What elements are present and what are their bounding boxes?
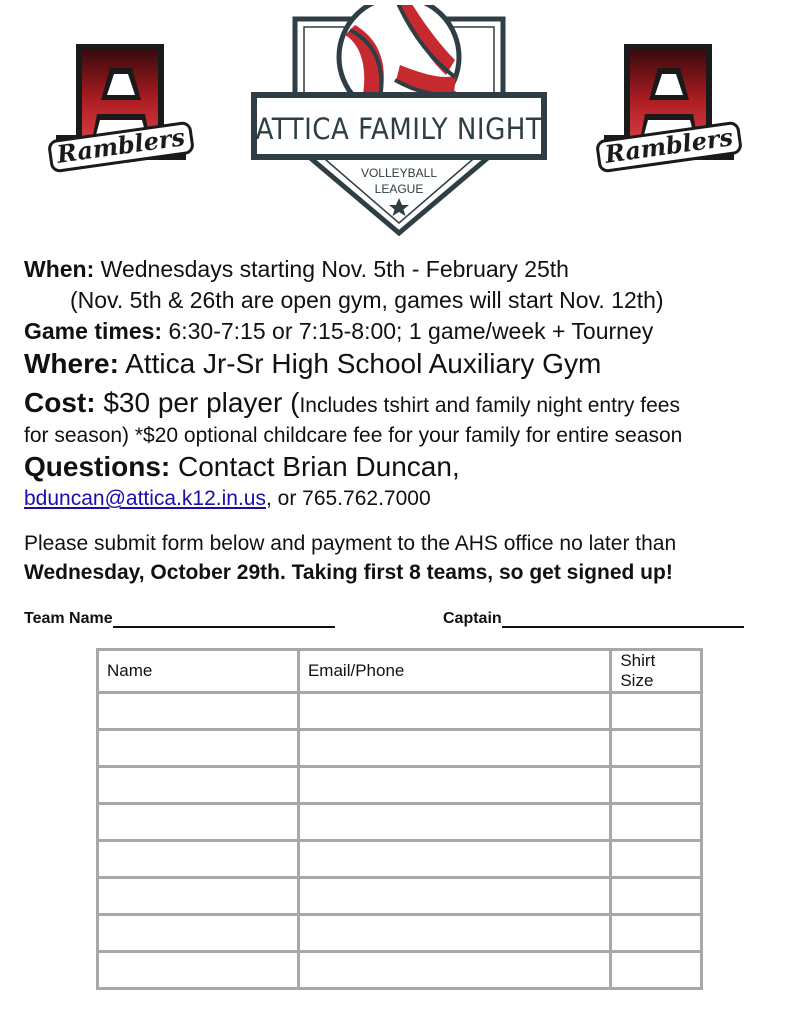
ramblers-logo-left	[46, 40, 196, 175]
attica-family-night-badge	[250, 5, 548, 240]
roster-table	[96, 648, 703, 990]
shirt-size-cell[interactable]	[611, 952, 702, 989]
team-name-field[interactable]	[24, 610, 335, 628]
where-line: Where: Attica Jr-Sr High School Auxiliary Gym	[24, 348, 602, 379]
submit-instructions: Please submit form below and payment to the AHS office no later than	[24, 532, 677, 555]
name-cell[interactable]	[98, 804, 299, 841]
email-link[interactable]: bduncan@attica.k12.in.us	[24, 487, 266, 510]
when-note: (Nov. 5th & 26th are open gym, games will start Nov. 12th)	[70, 287, 664, 313]
shirt-size-cell[interactable]	[611, 878, 702, 915]
email-phone-cell[interactable]	[298, 952, 610, 989]
badge-subtitle-1: VOLLEYBALL	[360, 166, 438, 180]
game-times-line: Game times: 6:30-7:15 or 7:15-8:00; 1 game/week + Tourney	[24, 318, 654, 344]
table-row	[98, 767, 702, 804]
table-row	[98, 730, 702, 767]
name-cell[interactable]	[98, 730, 299, 767]
table-row	[98, 804, 702, 841]
team-name-label: Team Name	[24, 610, 113, 627]
cost-line-2: for season) *$20 optional childcare fee for your family for entire season	[24, 424, 683, 447]
svg-text:Ramblers: Ramblers	[55, 122, 187, 169]
name-cell[interactable]	[98, 878, 299, 915]
team-name-blank[interactable]	[113, 610, 335, 628]
captain-field[interactable]	[443, 610, 744, 628]
name-cell[interactable]	[98, 915, 299, 952]
name-cell[interactable]	[98, 952, 299, 989]
shirt-size-cell[interactable]	[611, 693, 702, 730]
badge-subtitle-2: LEAGUE	[374, 182, 424, 196]
shirt-size-cell[interactable]	[611, 915, 702, 952]
email-phone-cell[interactable]	[298, 915, 610, 952]
column-header-shirt-size: Shirt Size	[611, 650, 702, 693]
email-phone-cell[interactable]	[298, 693, 610, 730]
name-cell[interactable]	[98, 841, 299, 878]
captain-blank[interactable]	[502, 610, 744, 628]
questions-line: Questions: Contact Brian Duncan,	[24, 451, 460, 482]
email-phone-cell[interactable]	[298, 841, 610, 878]
shirt-size-cell[interactable]	[611, 767, 702, 804]
svg-text:Ramblers: Ramblers	[603, 122, 735, 169]
when-line: When: Wednesdays starting Nov. 5th - February 25th	[24, 256, 569, 282]
captain-label: Captain	[443, 610, 502, 627]
contact-line: bduncan@attica.k12.in.us, or 765.762.7000	[24, 487, 431, 510]
email-phone-cell[interactable]	[298, 767, 610, 804]
table-row	[98, 915, 702, 952]
name-cell[interactable]	[98, 767, 299, 804]
badge-title: ATTICA FAMILY NIGHT	[255, 112, 543, 146]
cost-line: Cost: $30 per player (Includes tshirt and family night entry fees	[24, 387, 680, 418]
shirt-size-cell[interactable]	[611, 804, 702, 841]
column-header-name: Name	[98, 650, 299, 693]
deadline-line: Wednesday, October 29th. Taking first 8 teams, so get signed up!	[24, 561, 673, 584]
table-row	[98, 841, 702, 878]
email-phone-cell[interactable]	[298, 804, 610, 841]
roster-header-row	[98, 650, 702, 693]
email-phone-cell[interactable]	[298, 878, 610, 915]
shirt-size-cell[interactable]	[611, 730, 702, 767]
table-row	[98, 952, 702, 989]
table-row	[98, 878, 702, 915]
name-cell[interactable]	[98, 693, 299, 730]
shirt-size-cell[interactable]	[611, 841, 702, 878]
table-row	[98, 693, 702, 730]
column-header-email-phone: Email/Phone	[298, 650, 610, 693]
email-phone-cell[interactable]	[298, 730, 610, 767]
ramblers-logo-right	[594, 40, 744, 175]
